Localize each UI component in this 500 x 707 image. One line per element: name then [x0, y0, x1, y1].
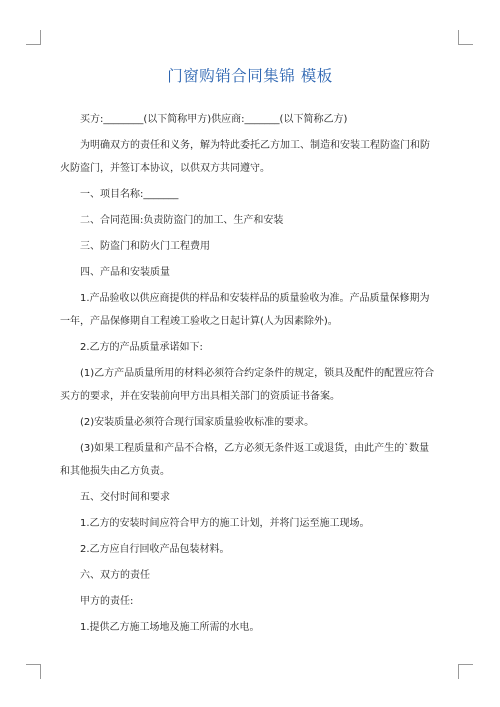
quality-item-2: (2)安装质量必须符合现行国家质量验收标准的要求。	[80, 417, 315, 428]
buyer-supplier-line: 买方:________(以下简称甲方)供应商:_______(以下简称乙方)	[80, 114, 348, 125]
document-body	[60, 113, 450, 634]
purpose-paragraph-line-2: 火防盗门，并签订本协议，以供双方共同遵守。	[60, 163, 270, 174]
section-heading-scope: 二、合同范围:负责防盗门的加工、生产和安装	[80, 215, 284, 226]
quality-item-1-line-1: (1)乙方产品质量所用的材料必须符合约定条件的规定，锁具及配件的配置应符合	[80, 368, 435, 379]
quality-clause-1-line-1: 1.产品验收以供应商提供的样品和安装样品的质量验收为准。产品质量保修期为	[80, 293, 430, 304]
crop-mark-bottom-right	[458, 664, 473, 679]
party-a-duty-1: 1.提供乙方施工场地及施工所需的水电。	[80, 622, 260, 633]
quality-item-1-line-2: 买方的要求，并在安装前向甲方出具相关部门的资质证书备案。	[60, 391, 340, 402]
crop-mark-top-right	[458, 30, 473, 45]
quality-clause-2: 2.乙方的产品质量承诺如下:	[80, 342, 203, 353]
delivery-clause-2: 2.乙方应自行回收产品包装材料。	[80, 544, 230, 555]
crop-mark-bottom-left	[26, 664, 41, 679]
document-title: 门窗购销合同集锦 模板	[167, 67, 333, 85]
crop-mark-top-left	[26, 30, 41, 45]
section-heading-quality: 四、产品和安装质量	[80, 267, 170, 278]
section-heading-project: 一、项目名称:_______	[80, 189, 179, 200]
quality-clause-1-line-2: 一年，产品保修期自工程竣工验收之日起计算(人为因素除外)。	[60, 316, 338, 327]
section-heading-delivery: 五、交付时间和要求	[80, 492, 170, 503]
quality-item-3-line-1: (3)如果工程质量和产品不合格，乙方必须无条件返工或退货，由此产生的`数量	[80, 443, 430, 454]
section-heading-cost: 三、防盗门和防火门工程费用	[80, 241, 210, 252]
party-a-duties-heading: 甲方的责任:	[80, 596, 134, 607]
section-heading-duties: 六、双方的责任	[80, 570, 150, 581]
delivery-clause-1: 1.乙方的安装时间应符合甲方的施工计划，并将门运至施工现场。	[80, 518, 370, 529]
purpose-paragraph-line-1: 为明确双方的责任和义务，解为特此委托乙方加工、制造和安装工程防盗门和防	[80, 140, 430, 151]
quality-item-3-line-2: 和其他损失由乙方负责。	[60, 466, 170, 477]
